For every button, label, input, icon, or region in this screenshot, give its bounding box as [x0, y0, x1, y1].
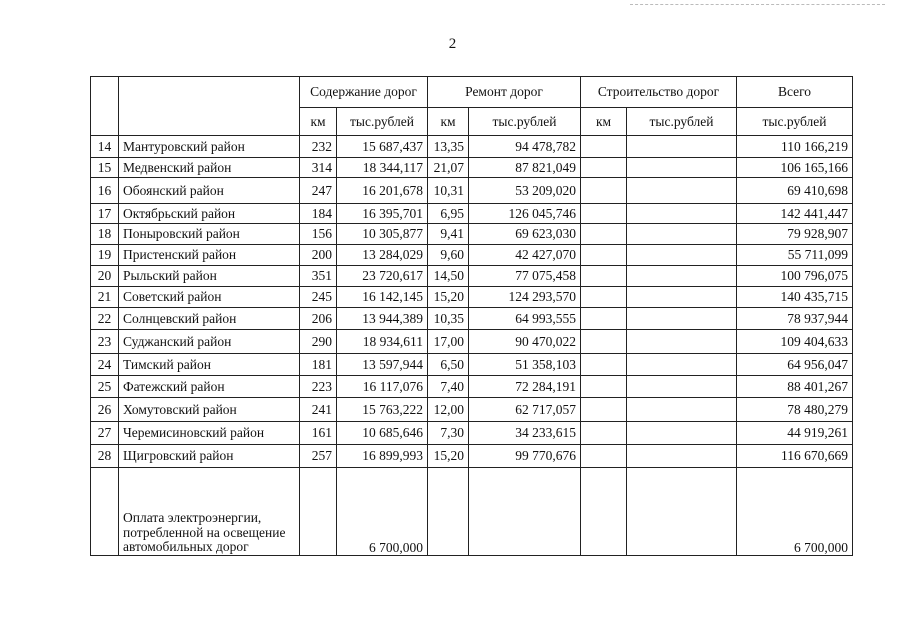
constr-rub: [627, 287, 737, 308]
constr-rub: [627, 376, 737, 398]
subheader-total-rub: тыс.рублей: [737, 108, 853, 136]
footer-total: 6 700,000: [737, 468, 853, 556]
maint-rub: 13 597,944: [337, 354, 428, 376]
maint-rub: 13 284,029: [337, 245, 428, 266]
constr-rub: [627, 245, 737, 266]
row-number: 20: [91, 266, 119, 287]
maint-rub: 15 763,222: [337, 398, 428, 422]
row-number: 16: [91, 178, 119, 204]
table-row: [91, 178, 853, 204]
footer-maint-rub: 6 700,000: [337, 468, 428, 556]
table-row: [91, 136, 853, 158]
repair-km: 10,31: [428, 178, 469, 204]
constr-rub: [627, 136, 737, 158]
repair-km: 7,40: [428, 376, 469, 398]
subheader-maint-km: км: [300, 108, 337, 136]
repair-km: 6,95: [428, 204, 469, 224]
total-rub: 110 166,219: [737, 136, 853, 158]
repair-km: 13,35: [428, 136, 469, 158]
total-rub: 109 404,633: [737, 330, 853, 354]
header-total: Всего: [737, 77, 853, 108]
maint-km: 290: [300, 330, 337, 354]
total-rub: 78 480,279: [737, 398, 853, 422]
subheader-constr-rub: тыс.рублей: [627, 108, 737, 136]
total-rub: 69 410,698: [737, 178, 853, 204]
constr-rub: [627, 354, 737, 376]
repair-rub: 90 470,022: [469, 330, 581, 354]
district-name: Щигровский район: [119, 445, 300, 468]
row-number: 27: [91, 422, 119, 445]
row-number: 21: [91, 287, 119, 308]
road-funding-table: [90, 76, 853, 556]
maint-rub: 16 899,993: [337, 445, 428, 468]
constr-rub: [627, 422, 737, 445]
total-rub: 55 711,099: [737, 245, 853, 266]
maint-km: 351: [300, 266, 337, 287]
district-name: Черемисиновский район: [119, 422, 300, 445]
subheader-constr-km: км: [581, 108, 627, 136]
table-row: [91, 445, 853, 468]
repair-rub: 94 478,782: [469, 136, 581, 158]
constr-km: [581, 376, 627, 398]
constr-rub: [627, 224, 737, 245]
maint-km: 223: [300, 376, 337, 398]
district-name: Солнцевский район: [119, 308, 300, 330]
repair-rub: 77 075,458: [469, 266, 581, 287]
repair-km: 14,50: [428, 266, 469, 287]
row-number: 17: [91, 204, 119, 224]
footer-row: [91, 468, 853, 556]
header-num-cell: [91, 77, 119, 108]
row-number: 23: [91, 330, 119, 354]
repair-rub: 87 821,049: [469, 158, 581, 178]
repair-km: 15,20: [428, 445, 469, 468]
maint-km: 257: [300, 445, 337, 468]
total-rub: 116 670,669: [737, 445, 853, 468]
total-rub: 79 928,907: [737, 224, 853, 245]
constr-rub: [627, 158, 737, 178]
page-number: 2: [448, 36, 457, 52]
maint-km: 206: [300, 308, 337, 330]
repair-rub: 42 427,070: [469, 245, 581, 266]
constr-km: [581, 224, 627, 245]
row-number: 25: [91, 376, 119, 398]
district-name: Рыльский район: [119, 266, 300, 287]
footer-maint-km: [300, 468, 337, 556]
repair-km: 17,00: [428, 330, 469, 354]
constr-km: [581, 330, 627, 354]
constr-km: [581, 354, 627, 376]
constr-rub: [627, 266, 737, 287]
maint-rub: 16 142,145: [337, 287, 428, 308]
district-name: Поныровский район: [119, 224, 300, 245]
constr-rub: [627, 204, 737, 224]
total-rub: 64 956,047: [737, 354, 853, 376]
repair-km: 7,30: [428, 422, 469, 445]
row-number: 14: [91, 136, 119, 158]
maint-km: 314: [300, 158, 337, 178]
table-row: [91, 158, 853, 178]
row-number: 28: [91, 445, 119, 468]
maint-rub: 13 944,389: [337, 308, 428, 330]
maint-rub: 15 687,437: [337, 136, 428, 158]
subheader-maint-rub: тыс.рублей: [337, 108, 428, 136]
maint-km: 200: [300, 245, 337, 266]
district-name: Фатежский район: [119, 376, 300, 398]
header-maintenance: Содержание дорог: [300, 77, 428, 108]
repair-km: 9,41: [428, 224, 469, 245]
table-row: [91, 398, 853, 422]
table-row: [91, 308, 853, 330]
maint-rub: 10 685,646: [337, 422, 428, 445]
maint-rub: 16 117,076: [337, 376, 428, 398]
table-row: [91, 330, 853, 354]
repair-km: 9,60: [428, 245, 469, 266]
district-name: Советский район: [119, 287, 300, 308]
repair-km: 21,07: [428, 158, 469, 178]
row-number: 24: [91, 354, 119, 376]
constr-km: [581, 445, 627, 468]
maint-km: 245: [300, 287, 337, 308]
header-row-groups: [91, 77, 853, 108]
district-name: Обоянский район: [119, 178, 300, 204]
maint-km: 247: [300, 178, 337, 204]
table-row: [91, 354, 853, 376]
header-construction: Строительство дорог: [581, 77, 737, 108]
repair-rub: 34 233,615: [469, 422, 581, 445]
district-name: Мантуровский район: [119, 136, 300, 158]
header-repair: Ремонт дорог: [428, 77, 581, 108]
maint-km: 184: [300, 204, 337, 224]
repair-rub: 126 045,746: [469, 204, 581, 224]
constr-km: [581, 287, 627, 308]
total-rub: 106 165,166: [737, 158, 853, 178]
table-row: [91, 287, 853, 308]
maint-rub: 18 934,611: [337, 330, 428, 354]
maint-rub: 16 395,701: [337, 204, 428, 224]
footer-num-cell: [91, 468, 119, 556]
row-number: 15: [91, 158, 119, 178]
footer-constr-rub: [627, 468, 737, 556]
maint-rub: 18 344,117: [337, 158, 428, 178]
subheader-repair-rub: тыс.рублей: [469, 108, 581, 136]
constr-km: [581, 158, 627, 178]
repair-km: 12,00: [428, 398, 469, 422]
table-row: [91, 204, 853, 224]
repair-km: 10,35: [428, 308, 469, 330]
row-number: 26: [91, 398, 119, 422]
total-rub: 142 441,447: [737, 204, 853, 224]
constr-rub: [627, 398, 737, 422]
maint-km: 232: [300, 136, 337, 158]
maint-rub: 23 720,617: [337, 266, 428, 287]
table-row: [91, 266, 853, 287]
district-name: Октябрьский район: [119, 204, 300, 224]
maint-km: 161: [300, 422, 337, 445]
subheader-district-cell: [119, 108, 300, 136]
constr-km: [581, 136, 627, 158]
repair-rub: 69 623,030: [469, 224, 581, 245]
constr-rub: [627, 178, 737, 204]
row-number: 18: [91, 224, 119, 245]
footer-repair-rub: [469, 468, 581, 556]
repair-rub: 51 358,103: [469, 354, 581, 376]
constr-km: [581, 178, 627, 204]
constr-rub: [627, 330, 737, 354]
maint-km: 181: [300, 354, 337, 376]
header-district-cell: [119, 77, 300, 108]
district-name: Пристенский район: [119, 245, 300, 266]
repair-rub: 99 770,676: [469, 445, 581, 468]
table-body: [91, 136, 853, 468]
repair-rub: 64 993,555: [469, 308, 581, 330]
repair-rub: 53 209,020: [469, 178, 581, 204]
footer-repair-km: [428, 468, 469, 556]
subheader-repair-km: км: [428, 108, 469, 136]
subheader-num-cell: [91, 108, 119, 136]
repair-rub: 62 717,057: [469, 398, 581, 422]
district-name: Медвенский район: [119, 158, 300, 178]
district-name: Тимский район: [119, 354, 300, 376]
table-row: [91, 422, 853, 445]
total-rub: 140 435,715: [737, 287, 853, 308]
district-name: Хомутовский район: [119, 398, 300, 422]
maint-km: 241: [300, 398, 337, 422]
row-number: 19: [91, 245, 119, 266]
constr-km: [581, 266, 627, 287]
table-row: [91, 245, 853, 266]
constr-km: [581, 398, 627, 422]
district-name: Суджанский район: [119, 330, 300, 354]
total-rub: 100 796,075: [737, 266, 853, 287]
repair-km: 6,50: [428, 354, 469, 376]
footer-label: Оплата электроэнергии, потребленной на освещение автомобильных дорог: [123, 510, 286, 554]
constr-rub: [627, 308, 737, 330]
table-row: [91, 376, 853, 398]
repair-rub: 124 293,570: [469, 287, 581, 308]
total-rub: 78 937,944: [737, 308, 853, 330]
constr-km: [581, 245, 627, 266]
constr-rub: [627, 445, 737, 468]
total-rub: 44 919,261: [737, 422, 853, 445]
row-number: 22: [91, 308, 119, 330]
maint-km: 156: [300, 224, 337, 245]
repair-km: 15,20: [428, 287, 469, 308]
constr-km: [581, 422, 627, 445]
maint-rub: 10 305,877: [337, 224, 428, 245]
top-dashed-line: [630, 4, 885, 5]
total-rub: 88 401,267: [737, 376, 853, 398]
header-row-units: [91, 108, 853, 136]
constr-km: [581, 308, 627, 330]
maint-rub: 16 201,678: [337, 178, 428, 204]
table-row: [91, 224, 853, 245]
footer-constr-km: [581, 468, 627, 556]
constr-km: [581, 204, 627, 224]
repair-rub: 72 284,191: [469, 376, 581, 398]
